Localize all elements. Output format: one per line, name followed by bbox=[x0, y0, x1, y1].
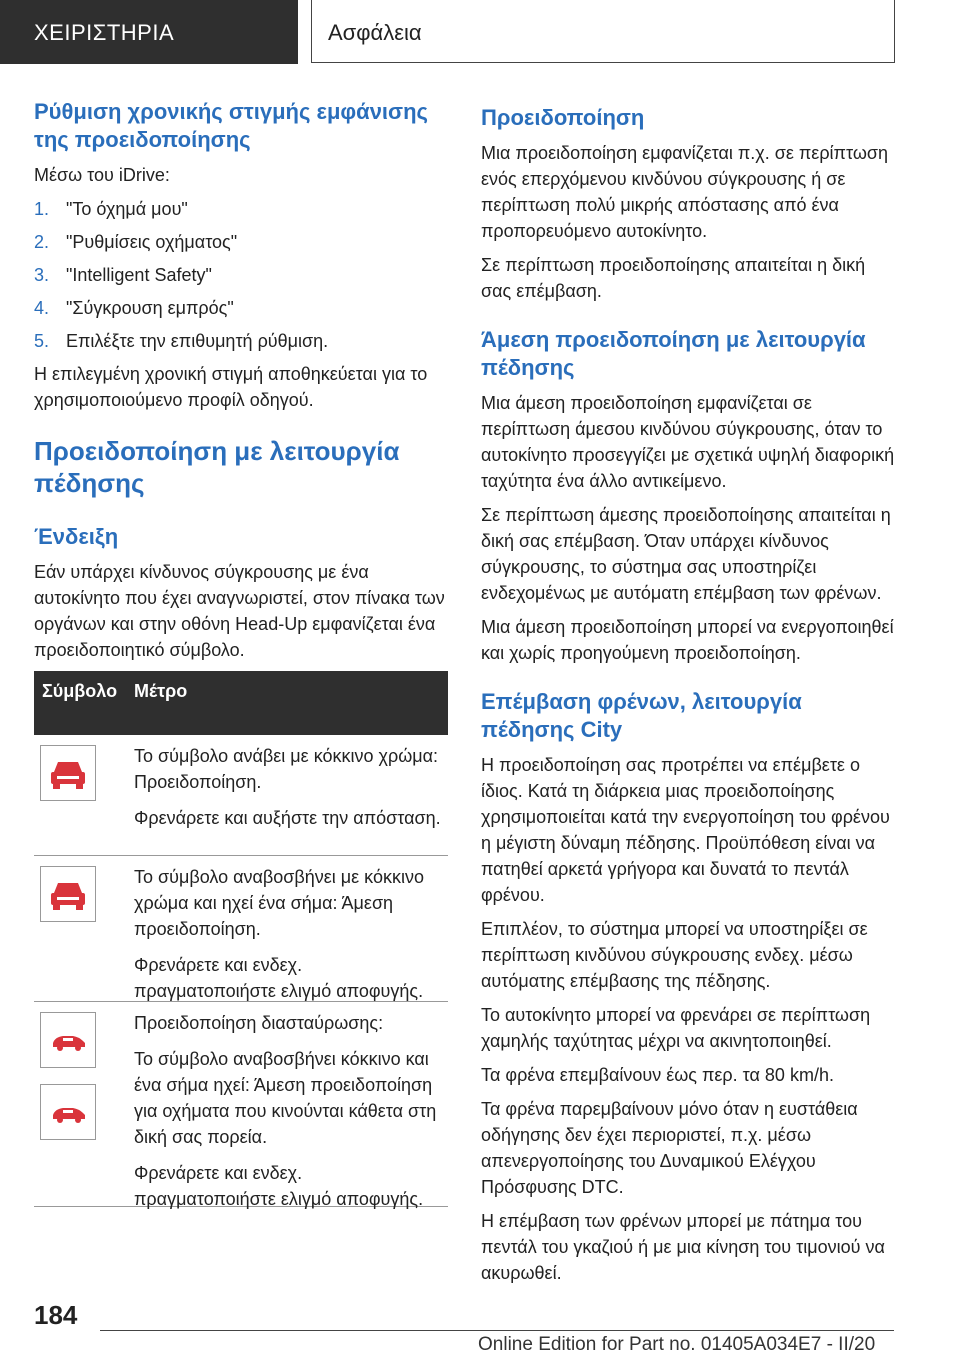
city-text: Η επέμβαση των φρένων μπορεί με πάτημα του πεντάλ του γκαζιού ή με μια κίνηση του τιμονιού να ακυρωθεί. bbox=[481, 1211, 885, 1283]
immediate-text: Μια άμεση προειδοποίηση εμφανίζεται σε περίπτωση άμεσου κινδύνου σύγκρουσης, όταν το αυτοκίνητο προσεγγίζει με σχετικά υψηλή διαφορική ταχύτητα ένα άλλο αντικείμενο. bbox=[481, 393, 895, 491]
city-text: Τα φρένα παρεμβαίνουν μόνο όταν η ευστάθεια οδήγησης δεν έχει περιοριστεί, π.χ. μέσω απενεργοποίησης του Δυναμικού Ελέγχου Πρόσφυσης DTC. bbox=[481, 1099, 858, 1197]
list-item bbox=[34, 328, 448, 354]
list-item bbox=[34, 295, 448, 321]
steps-list bbox=[34, 196, 448, 354]
step-text: Επιλέξτε την επιθυμητή ρύθμιση. bbox=[66, 331, 329, 351]
step-number: 2. bbox=[34, 232, 50, 252]
measure-cell bbox=[134, 735, 448, 847]
measure-text: Φρενάρετε και αυξήστε την απόσταση. bbox=[134, 808, 441, 828]
left-column bbox=[34, 98, 448, 1207]
car-warning-icon bbox=[40, 866, 96, 922]
list-item bbox=[34, 196, 448, 222]
step-text: "Το όχημά μου" bbox=[66, 199, 188, 219]
heading-warning-timing: Ρύθμιση χρονικής στιγμής εμφάνισης της προειδοποίησης bbox=[34, 99, 428, 152]
table-row bbox=[34, 735, 448, 856]
header-section-label: ΧΕΙΡΙΣΤΗΡΙΑ bbox=[34, 20, 175, 45]
measure-text: Το σύμβολο αναβοσβήνει κόκκινο και ένα σήμα ηχεί: Άμεση προειδοποίηση για οχήματα που κινούνται κάθετα στη δική σας πορεία. bbox=[134, 1049, 437, 1147]
heading-warning: Προειδοποίηση bbox=[481, 105, 645, 130]
car-warning-icon bbox=[40, 745, 96, 801]
header-title-box bbox=[311, 0, 895, 63]
crossing-car-icon bbox=[40, 1084, 96, 1140]
measure-cell bbox=[134, 1002, 448, 1228]
saved-profile-text: Η επιλεγμένη χρονική στιγμή αποθηκεύεται για το χρησιμοποιούμενο προφίλ οδηγού. bbox=[34, 364, 428, 410]
edition-text: Online Edition for Part no. 01405A034E7 - II/20 bbox=[478, 1334, 876, 1355]
footer-divider bbox=[100, 1330, 894, 1331]
list-item bbox=[34, 229, 448, 255]
heading-city-braking: Επέμβαση φρένων, λειτουργία πέδησης City bbox=[481, 689, 802, 742]
heading-warning-braking: Προειδοποίηση με λειτουργία πέδησης bbox=[34, 436, 400, 498]
column-header-symbol: Σύμβολο bbox=[42, 681, 118, 701]
step-number: 3. bbox=[34, 265, 50, 285]
measure-text: Φρενάρετε και ενδεχ. πραγματοποιήστε ελιγμό αποφυγής. bbox=[134, 1163, 424, 1209]
list-item bbox=[34, 262, 448, 288]
via-idrive-text: Μέσω του iDrive: bbox=[34, 165, 170, 185]
header-section-tab bbox=[0, 0, 298, 64]
step-number: 5. bbox=[34, 331, 50, 351]
step-text: "Ρυθμίσεις οχήματος" bbox=[66, 232, 238, 252]
immediate-text: Μια άμεση προειδοποίηση μπορεί να ενεργοποιηθεί και χωρίς προηγούμενη προειδοποίηση. bbox=[481, 617, 894, 663]
measure-text: Προειδοποίηση διασταύρωσης: bbox=[134, 1013, 384, 1033]
measure-text: Φρενάρετε και ενδεχ. πραγματοποιήστε ελιγμό αποφυγής. bbox=[134, 955, 424, 1001]
measure-text: Το σύμβολο ανάβει με κόκκινο χρώμα: Προειδοποίηση. bbox=[134, 746, 439, 792]
right-column bbox=[481, 104, 897, 1294]
city-text: Επιπλέον, το σύστημα μπορεί να υποστηρίξει σε περίπτωση κινδύνου σύγκρουσης ενδεχ. μέσω αυτόματης επέμβασης της πέδησης. bbox=[481, 919, 868, 991]
warning-text: Σε περίπτωση προειδοποίησης απαιτείται η δική σας επέμβαση. bbox=[481, 255, 866, 301]
immediate-text: Σε περίπτωση άμεσης προειδοποίησης απαιτείται η δική σας επέμβαση. Όταν υπάρχει κίνδυνος σύγκρουσης, το σύστημα σας υποστηρίζει ενδεχομένως με αυτόματη επέμβαση των φρένων. bbox=[481, 505, 891, 603]
table-row bbox=[34, 856, 448, 1002]
indication-text: Εάν υπάρχει κίνδυνος σύγκρουσης με ένα αυτοκίνητο που έχει αναγνωριστεί, στον πίνακα των οργάνων και στην οθόνη Head-Up εμφανίζεται ένα προειδοποιητικό σύμβολο. bbox=[34, 562, 445, 660]
symbol-cell bbox=[40, 866, 96, 938]
measure-text: Το σύμβολο αναβοσβήνει με κόκκινο χρώμα και ηχεί ένα σήμα: Άμεση προειδοποίηση. bbox=[134, 867, 424, 939]
heading-indication: Ένδειξη bbox=[34, 524, 119, 549]
city-text: Η προειδοποίηση σας προτρέπει να επέμβετε ο ίδιος. Κατά τη διάρκεια μιας προειδοποίησης χρησιμοποιείται κατά την ενεργοποίηση του φρένου η μέγιστη δύναμη πέδησης. Προϋπόθεση είναι να πατηθεί αρκετά γρήγορα και δυνατά το πεντάλ φρένου. bbox=[481, 755, 890, 905]
step-text: "Σύγκρουση εμπρός" bbox=[66, 298, 234, 318]
city-text: Το αυτοκίνητο μπορεί να φρενάρει σε περίπτωση χαμηλής ταχύτητας μέχρι να ακινητοποιηθεί. bbox=[481, 1005, 871, 1051]
header-title: Ασφάλεια bbox=[328, 20, 422, 45]
page-number: 184 bbox=[34, 1300, 78, 1330]
crossing-car-icon bbox=[40, 1012, 96, 1068]
city-text: Τα φρένα επεμβαίνουν έως περ. τα 80 km/h. bbox=[481, 1065, 834, 1085]
step-text: "Intelligent Safety" bbox=[66, 265, 212, 285]
step-number: 4. bbox=[34, 298, 50, 318]
symbol-cell bbox=[40, 1012, 96, 1156]
measure-cell bbox=[134, 856, 448, 1020]
step-number: 1. bbox=[34, 199, 50, 219]
warning-text: Μια προειδοποίηση εμφανίζεται π.χ. σε περίπτωση ενός επερχόμενου κινδύνου σύγκρουσης ή σε περίπτωση πολύ μικρής απόστασης από ένα προπορευόμενο αυτοκίνητο. bbox=[481, 143, 889, 241]
symbol-table bbox=[34, 671, 448, 1207]
heading-immediate-warning: Άμεση προειδοποίηση με λειτουργία πέδησης bbox=[481, 327, 866, 380]
table-header bbox=[34, 671, 448, 735]
column-header-measure: Μέτρο bbox=[134, 681, 188, 701]
table-row bbox=[34, 1002, 448, 1207]
symbol-cell bbox=[40, 745, 96, 817]
